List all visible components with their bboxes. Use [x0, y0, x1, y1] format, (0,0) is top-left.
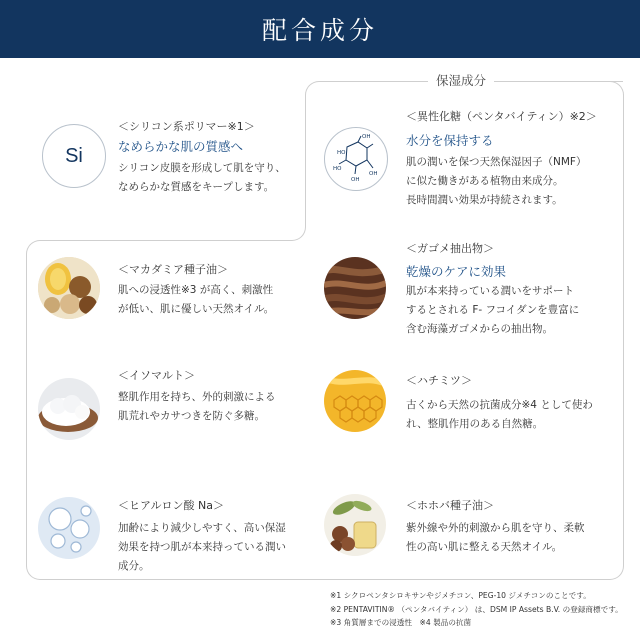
svg-text:HO: HO	[333, 166, 342, 172]
isomalt-photo	[38, 378, 100, 440]
footnotes	[330, 589, 623, 630]
jojoba-photo	[324, 494, 386, 556]
hyaluronic-desc: 加齢により減少しやすく、高い保湿 効果を持つ肌が本来持っている潤い 成分。	[118, 522, 286, 572]
isomalt-name: ＜イソマルト＞	[118, 369, 195, 382]
honey-desc: 古くから天然の抗菌成分※4 として使わ れ、整肌作用のある自然糖。	[406, 399, 593, 430]
silicone-name: ＜シリコン系ポリマー※1＞	[118, 120, 255, 133]
macadamia-desc: 肌への浸透性※3 が高く、刺激性 が低い、肌に優しい天然オイル。	[118, 284, 275, 315]
footnote-2: ※2 PENTAVITIN® （ペンタバイティン） は、DSM IP Assets B.V. の登録商標です。	[330, 604, 623, 614]
header-banner	[0, 0, 640, 58]
footnote-1: ※1 シクロペンタシロキサンやジメチコン、PEG-10 ジメチコンのことです。	[330, 591, 591, 600]
silicone-subtitle: なめらかな肌の質感へ	[118, 139, 244, 154]
footnote-3: ※3 角質層までの浸透性 ※4 製品の抗菌	[330, 618, 472, 627]
honey-name: ＜ハチミツ＞	[406, 374, 472, 387]
si-symbol: Si	[65, 144, 83, 167]
honey-photo	[324, 370, 386, 432]
silicone-desc: シリコン皮膜を形成して肌を守り、 なめらかな質感をキープします。	[118, 162, 286, 193]
betaine-desc: 肌の潤いを保つ天然保湿因子（NMF） に似た働きがある植物由来成分。 長時間潤い効果が持続されます。	[406, 156, 587, 206]
kelp-subtitle: 乾燥のケアに効果	[406, 264, 507, 279]
isomalt-desc: 整肌作用を持ち、外的刺激による 肌荒れやカサつきを防ぐ多糖。	[118, 391, 276, 422]
moisturizing-group-label: 保湿成分	[428, 71, 494, 89]
macadamia-photo	[38, 257, 100, 319]
kelp-photo	[324, 257, 386, 319]
macadamia-name: ＜マカダミア種子油＞	[118, 263, 228, 276]
svg-text:OH: OH	[369, 171, 378, 177]
svg-text:OH: OH	[362, 134, 371, 140]
betaine-name: ＜異性化糖（ペンタバイティン）※2＞	[406, 110, 597, 123]
molecule-icon	[324, 127, 388, 191]
hyaluronic-photo	[38, 497, 100, 559]
silicone-icon	[42, 124, 106, 188]
svg-text:HO: HO	[337, 150, 346, 156]
betaine-subtitle: 水分を保持する	[406, 133, 494, 148]
hyaluronic-name: ＜ヒアルロン酸 Na＞	[118, 499, 225, 512]
svg-text:OH: OH	[351, 177, 360, 183]
jojoba-desc: 紫外線や外的刺激から肌を守り、柔軟 性の高い肌に整える天然オイル。	[406, 522, 585, 553]
kelp-desc: 肌が本来持っている潤いをサポート するとされる F- フコイダンを豊富に 含む海藻ガゴメからの抽出物。	[406, 285, 580, 335]
jojoba-name: ＜ホホバ種子油＞	[406, 499, 494, 512]
kelp-name: ＜ガゴメ抽出物＞	[406, 242, 494, 255]
page-title: 配合成分	[261, 16, 378, 45]
